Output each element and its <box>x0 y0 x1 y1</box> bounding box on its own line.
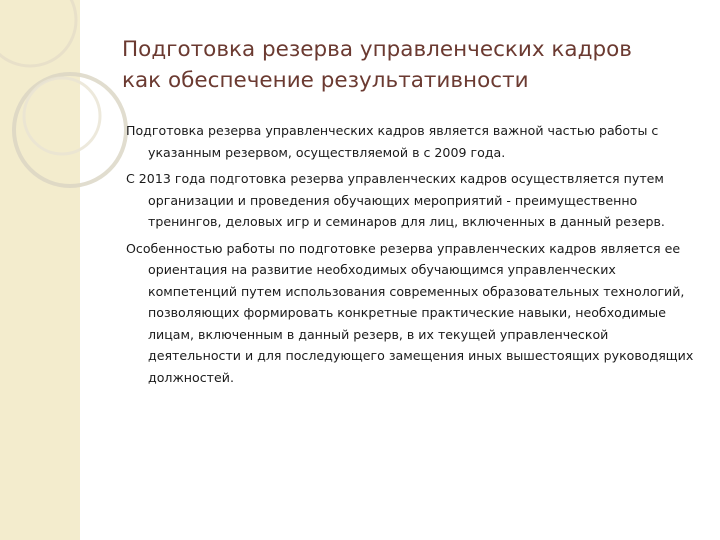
slide-title-line-1: Подготовка резерва управленческих кадров <box>122 37 632 62</box>
paragraph-2: С 2013 года подготовка резерва управленческих кадров осуществляется путем организации и проведения обучающих мероприятий - преимущественно тренингов, деловых игр и семинаров для лиц, включенных в данный резерв. <box>126 171 665 229</box>
decorative-ring-top <box>0 0 76 66</box>
decorative-ring-large <box>14 74 126 186</box>
decorative-rings <box>0 0 140 220</box>
slide-title-line-2: как обеспечение результативности <box>122 68 529 93</box>
slide-title <box>122 34 702 96</box>
paragraph-3: Особенностью работы по подготовке резерва управленческих кадров является ее ориентация на развитие необходимых обучающимся управленческих компетенций путем использования современных образовательных технологий, позволяющих формировать конкретные практические навыки, необходимые лицам, включенным в данный резерв, в их текущей управленческой деятельности и для последующего замещения иных вышестоящих руководящих должностей. <box>126 240 694 385</box>
slide-body <box>126 120 694 393</box>
decorative-ring-small <box>24 78 100 154</box>
paragraph-1: Подготовка резерва управленческих кадров является важной частью работы с указанным резервом, осуществляемой в с 2009 года. <box>126 123 659 160</box>
